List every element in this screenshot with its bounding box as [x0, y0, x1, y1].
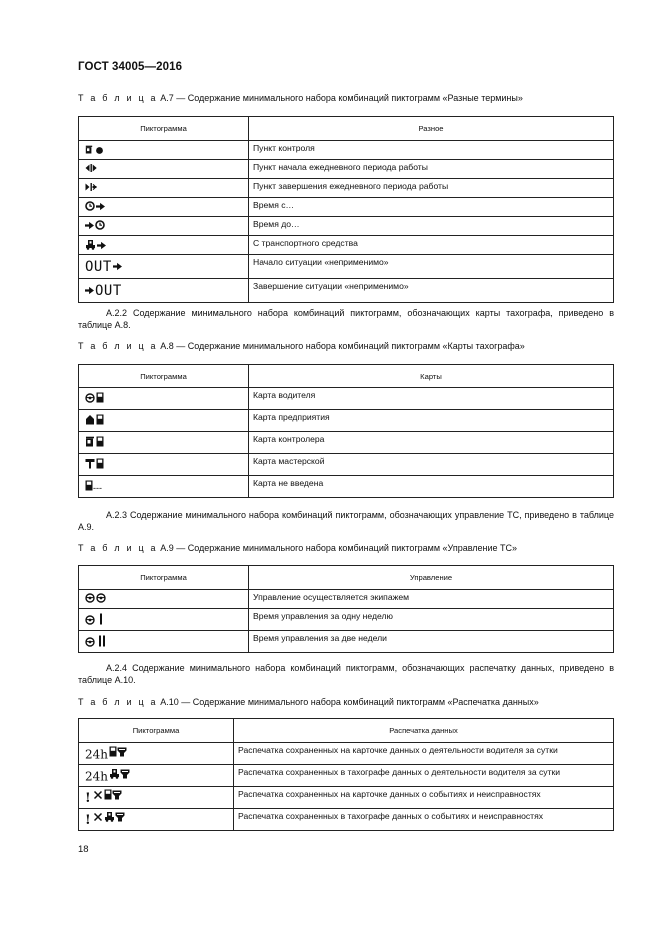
out-end-icon [85, 283, 122, 299]
paragraph-a22: А.2.2 Содержание минимального набора комбинаций пиктограмм, обозначающих карты тахографа, приведено в таблице А.8. [78, 308, 614, 330]
row-label: Распечатка сохраненных в тахографе данных о деятельности водителя за сутки [234, 765, 614, 787]
pictogram-cell [79, 255, 249, 279]
pictogram-cell [79, 198, 249, 217]
row-label: Управление осуществляется экипажем [249, 590, 614, 609]
pictogram-cell [79, 410, 249, 432]
control-point-icon [85, 144, 104, 157]
col-header-text: Разное [249, 117, 614, 141]
table-a9-caption [78, 543, 517, 553]
table-a9 [78, 565, 614, 653]
crew-icon [85, 593, 106, 605]
page-number: 18 [78, 844, 89, 855]
row-label: Распечатка сохраненных в тахографе данных о событиях и неисправностях [234, 809, 614, 831]
row-label: Карта не введена [249, 476, 614, 498]
table-row [79, 255, 614, 279]
document-title: ГОСТ 34005—2016 [78, 61, 183, 73]
paragraph-a23: А.2.3 Содержание минимального набора комбинаций пиктограмм, обозначающих управление ТС, приведено в таблице А.9. [78, 510, 614, 532]
24h-label: 24h [85, 747, 108, 762]
out-text: OUT [85, 258, 112, 275]
row-label: Время управления за две недели [249, 631, 614, 653]
company-card-icon [85, 414, 104, 427]
table-row [79, 236, 614, 255]
table-row [79, 590, 614, 609]
table-row [79, 631, 614, 653]
row-label: Начало ситуации «неприменимо» [249, 255, 614, 279]
table-row [79, 217, 614, 236]
table-a8-caption [78, 341, 525, 351]
pictogram-cell [79, 631, 249, 653]
time-from-icon [85, 201, 105, 213]
vu-daily-printout-icon [85, 768, 130, 784]
pictogram-cell [79, 279, 249, 303]
caption-text: А.7 — Содержание минимального набора комбинаций пиктограмм «Разные термины» [157, 93, 523, 103]
pictogram-cell [79, 743, 234, 765]
row-label: Пункт контроля [249, 141, 614, 160]
row-label: С транспортного средства [249, 236, 614, 255]
row-label: Время управления за одну неделю [249, 609, 614, 631]
col-header-text: Распечатка данных [234, 719, 614, 743]
time-to-icon [85, 220, 105, 232]
table-row [79, 609, 614, 631]
exclamation-label: ! [85, 790, 91, 806]
card-events-printout-icon [85, 789, 122, 805]
caption-text: А.10 — Содержание минимального набора комбинаций пиктограмм «Распечатка данных» [157, 697, 539, 707]
pictogram-cell [79, 787, 234, 809]
table-a10-caption [78, 697, 539, 707]
pictogram-cell [79, 454, 249, 476]
row-label: Пункт начала ежедневного периода работы [249, 160, 614, 179]
table-row [79, 141, 614, 160]
table-row [79, 388, 614, 410]
vu-events-printout-icon [85, 811, 125, 827]
pictogram-cell [79, 217, 249, 236]
table-row [79, 179, 614, 198]
no-card-dashes: --- [93, 483, 102, 493]
row-label: Распечатка сохраненных на карточке данных о деятельности водителя за сутки [234, 743, 614, 765]
control-card-icon [85, 436, 104, 449]
pictogram-cell [79, 590, 249, 609]
caption-prefix: Т а б л и ц а [78, 543, 158, 553]
daily-work-start-icon [85, 163, 98, 175]
pictogram-cell [79, 765, 234, 787]
paragraph-a24: А.2.4 Содержание минимального набора комбинаций пиктограмм, обозначающих распечатку данных, приведено в таблице А.10. [78, 663, 614, 685]
table-row [79, 476, 614, 498]
table-row [79, 809, 614, 831]
table-header-row [79, 365, 614, 388]
exclamation-label: ! [85, 812, 91, 828]
pictogram-cell [79, 388, 249, 410]
table-row [79, 198, 614, 217]
table-header-row [79, 566, 614, 590]
caption-text: А.8 — Содержание минимального набора комбинаций пиктограмм «Карты тахографа» [157, 341, 525, 351]
col-header-text: Управление [249, 566, 614, 590]
table-row [79, 454, 614, 476]
table-row [79, 279, 614, 303]
caption-text: А.9 — Содержание минимального набора комбинаций пиктограмм «Управление ТС» [157, 543, 518, 553]
row-label: Карта мастерской [249, 454, 614, 476]
pictogram-cell [79, 476, 249, 498]
caption-prefix: Т а б л и ц а [78, 93, 158, 103]
table-row [79, 160, 614, 179]
out-text: OUT [95, 282, 122, 299]
table-a7-caption [78, 93, 523, 103]
no-card-icon [85, 480, 102, 493]
row-label: Карта водителя [249, 388, 614, 410]
table-a8 [78, 364, 614, 498]
col-header-pictogram: Пиктограмма [79, 566, 249, 590]
col-header-text: Карты [249, 365, 614, 388]
row-label: Завершение ситуации «неприменимо» [249, 279, 614, 303]
one-week-driving-icon [85, 613, 103, 627]
table-a7 [78, 116, 614, 303]
pictogram-cell [79, 141, 249, 160]
table-row [79, 765, 614, 787]
workshop-card-icon [85, 458, 104, 471]
pictogram-cell [79, 809, 234, 831]
driver-card-icon [85, 392, 104, 405]
pictogram-cell [79, 609, 249, 631]
table-row [79, 410, 614, 432]
two-week-driving-icon [85, 635, 106, 649]
table-a10 [78, 718, 614, 831]
pictogram-cell [79, 432, 249, 454]
table-row [79, 743, 614, 765]
from-vehicle-icon [85, 239, 106, 252]
out-start-icon [85, 259, 122, 275]
col-header-pictogram: Пиктограмма [79, 365, 249, 388]
col-header-pictogram: Пиктограмма [79, 117, 249, 141]
table-row [79, 432, 614, 454]
table-row [79, 787, 614, 809]
caption-prefix: Т а б л и ц а [78, 697, 158, 707]
pictogram-cell [79, 179, 249, 198]
row-label: Карта предприятия [249, 410, 614, 432]
pictogram-cell [79, 236, 249, 255]
row-label: Время с… [249, 198, 614, 217]
table-header-row [79, 719, 614, 743]
row-label: Карта контролера [249, 432, 614, 454]
row-label: Распечатка сохраненных на карточке данных о событиях и неисправностях [234, 787, 614, 809]
24h-label: 24h [85, 769, 108, 784]
caption-prefix: Т а б л и ц а [78, 341, 158, 351]
table-header-row [79, 117, 614, 141]
col-header-pictogram: Пиктограмма [79, 719, 234, 743]
row-label: Время до… [249, 217, 614, 236]
row-label: Пункт завершения ежедневного периода работы [249, 179, 614, 198]
daily-work-end-icon [85, 182, 98, 194]
pictogram-cell [79, 160, 249, 179]
card-daily-printout-icon [85, 746, 127, 762]
